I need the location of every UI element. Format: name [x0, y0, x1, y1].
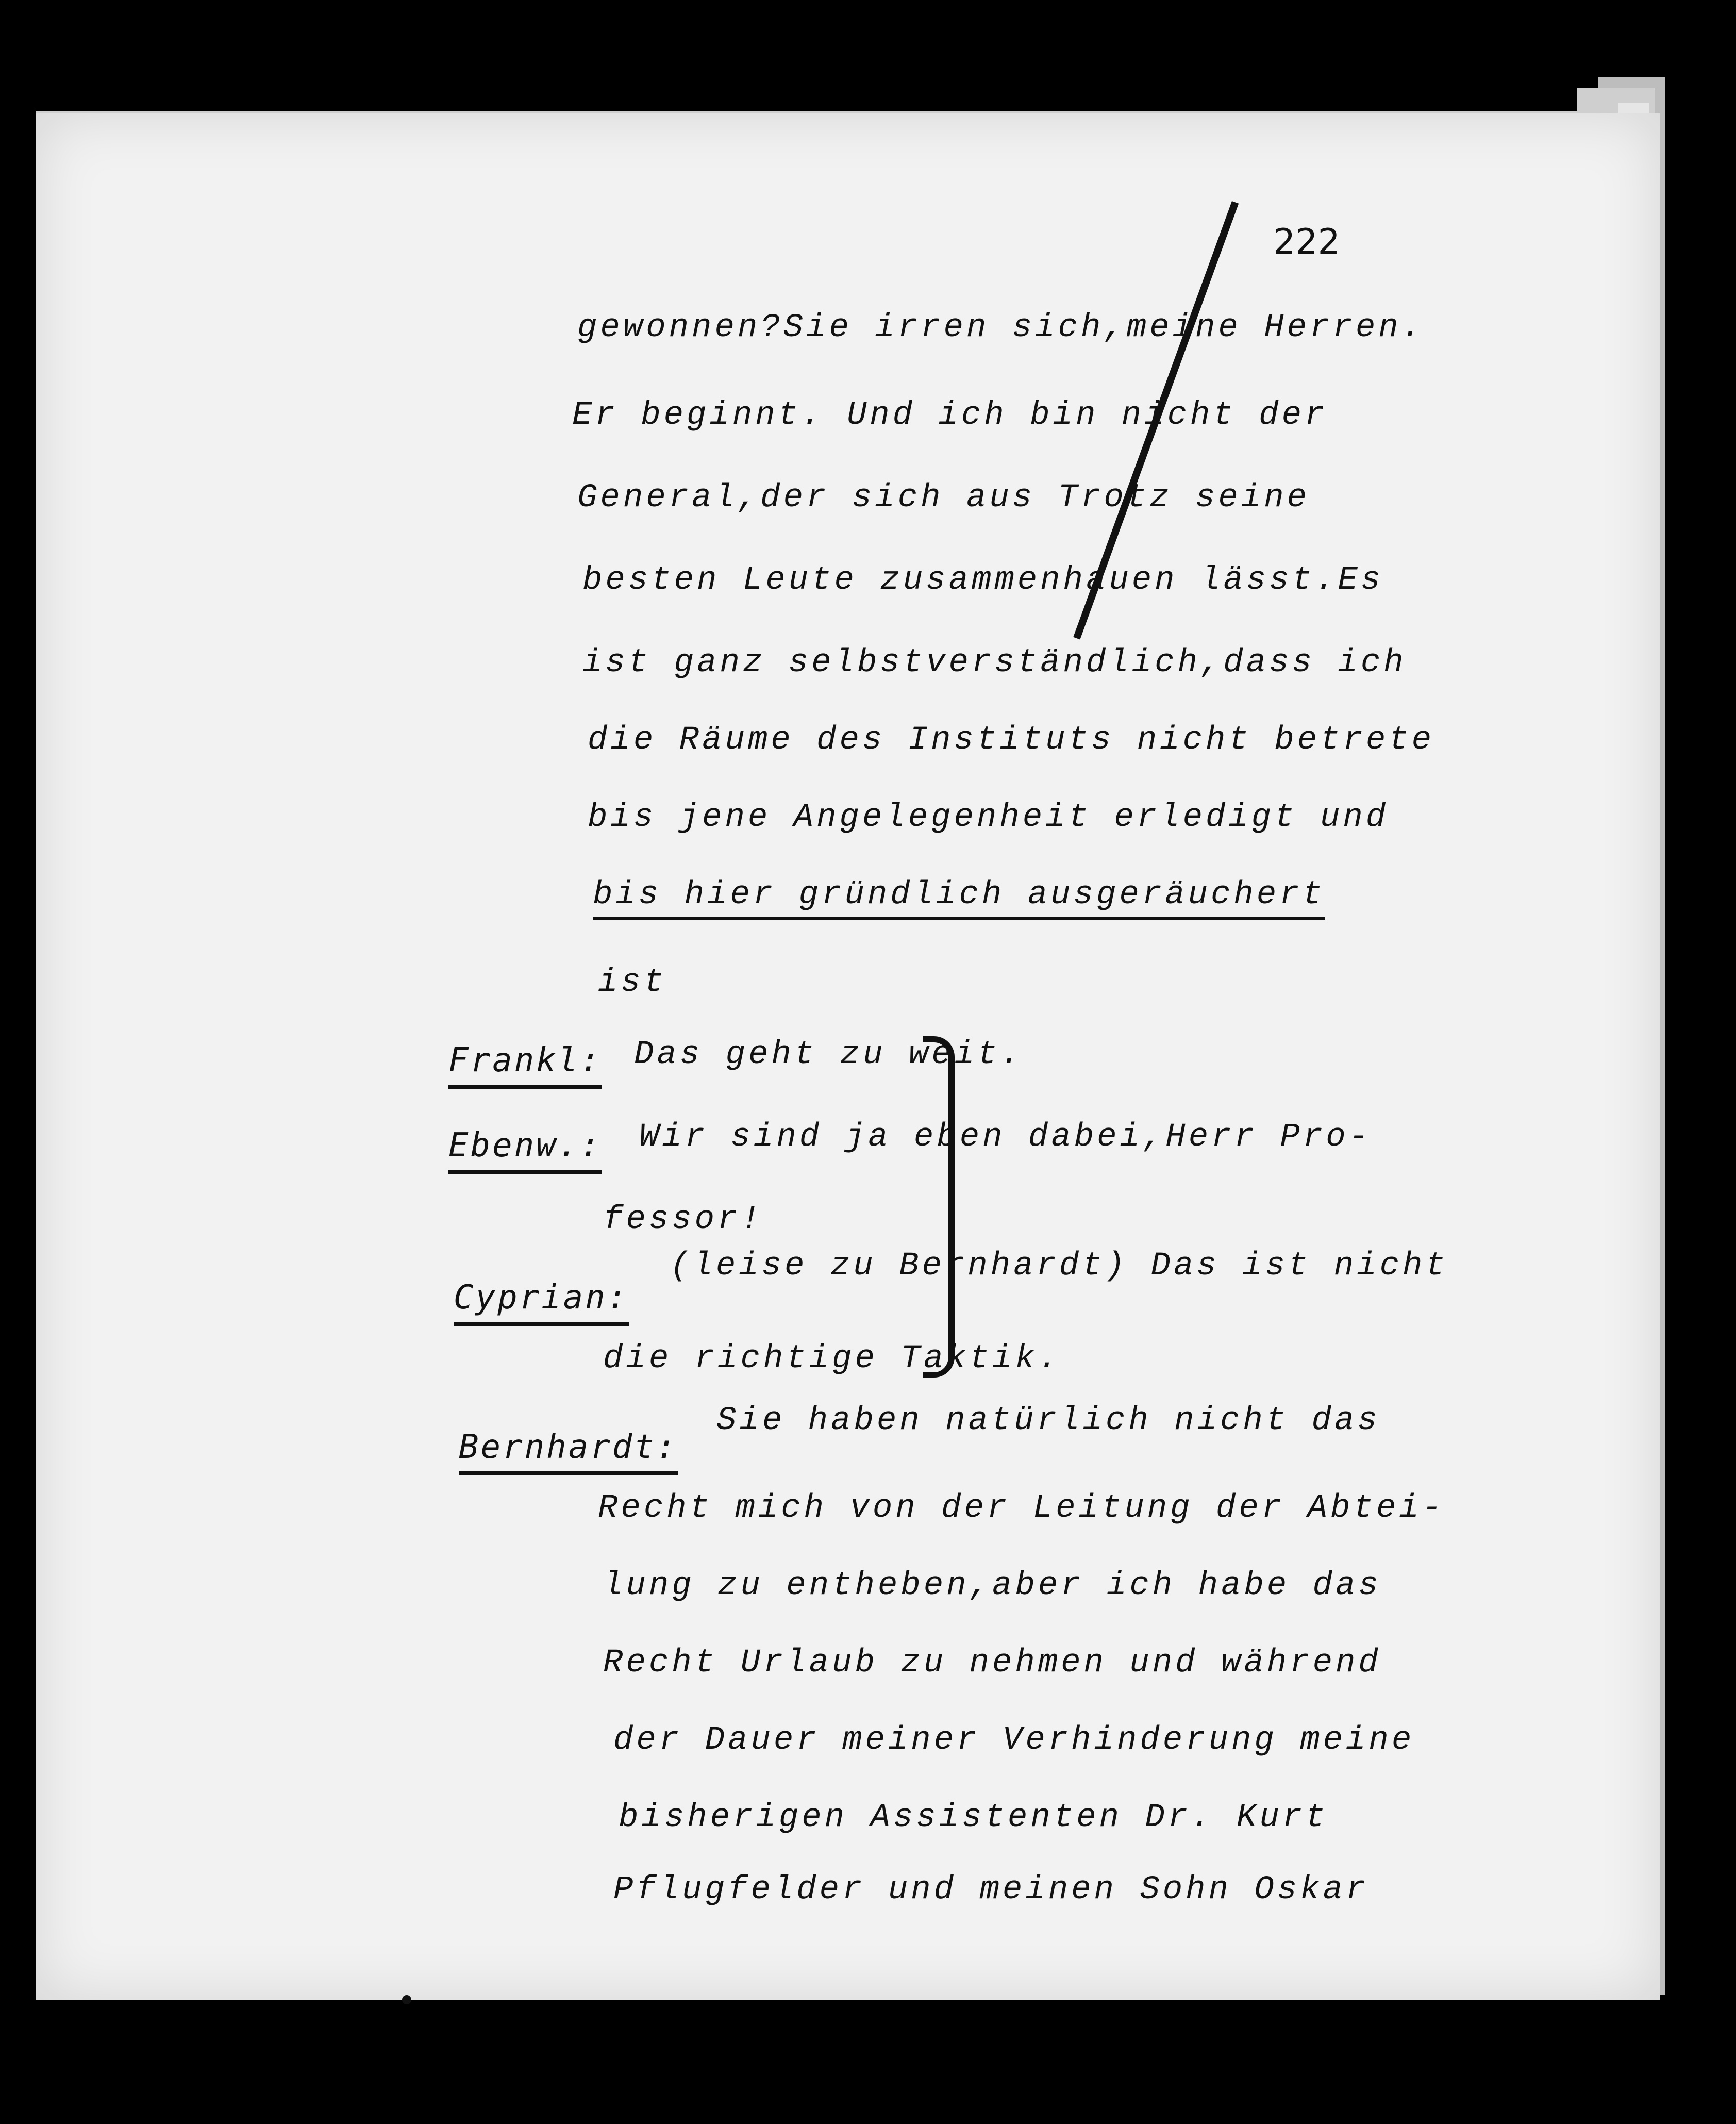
text-line: bisherigen Assistenten Dr. Kurt [619, 1799, 1328, 1836]
page-number: 222 [1273, 222, 1340, 262]
ink-dot [402, 1995, 411, 2004]
text-line: Pflugfelder und meinen Sohn Oskar [613, 1871, 1369, 1909]
text-line: der Dauer meiner Verhinderung meine [613, 1722, 1415, 1759]
text-line: Recht Urlaub zu nehmen und während [603, 1645, 1381, 1682]
speaker-label-frankl: Frankl: [448, 1041, 602, 1089]
text-line: lung zu entheben,aber ich habe das [603, 1567, 1381, 1604]
dialogue-text-continuation: die richtige Taktik. [603, 1340, 1061, 1378]
text-line: gewonnen?Sie irren sich,meine Herren. [577, 309, 1425, 346]
dialogue-text-continuation: fessor! [603, 1201, 763, 1238]
handwritten-bracket-mark [923, 1036, 955, 1378]
dialogue-text: (leise zu Bernhardt) Das ist nicht [670, 1248, 1448, 1285]
text-line: besten Leute zusammenhauen lässt.Es [582, 562, 1384, 599]
text-line: ist ganz selbstverständlich,dass ich [582, 644, 1407, 682]
dialogue-text: Sie haben natürlich nicht das [716, 1402, 1380, 1439]
text-line: Recht mich von der Leitung der Abtei- [598, 1490, 1445, 1527]
text-line: die Räume des Instituts nicht betrete [588, 722, 1435, 759]
dialogue-text: Wir sind ja eben dabei,Herr Pro- [639, 1119, 1372, 1156]
speaker-label-bernhardt: Bernhardt: [459, 1428, 678, 1475]
text-line: ist [598, 964, 667, 1001]
dialogue-text: Das geht zu weit. [634, 1036, 1023, 1073]
text-line: Er beginnt. Und ich bin nicht der [572, 397, 1328, 434]
text-line-struck: bis hier gründlich ausgeräuchert [593, 876, 1325, 920]
text-line: General,der sich aus Trotz seine [577, 479, 1310, 517]
speaker-label-cyprian: Cyprian: [454, 1279, 629, 1326]
speaker-label-ebenw: Ebenw.: [448, 1126, 602, 1174]
text-line: bis jene Angelegenheit erledigt und [588, 799, 1389, 836]
